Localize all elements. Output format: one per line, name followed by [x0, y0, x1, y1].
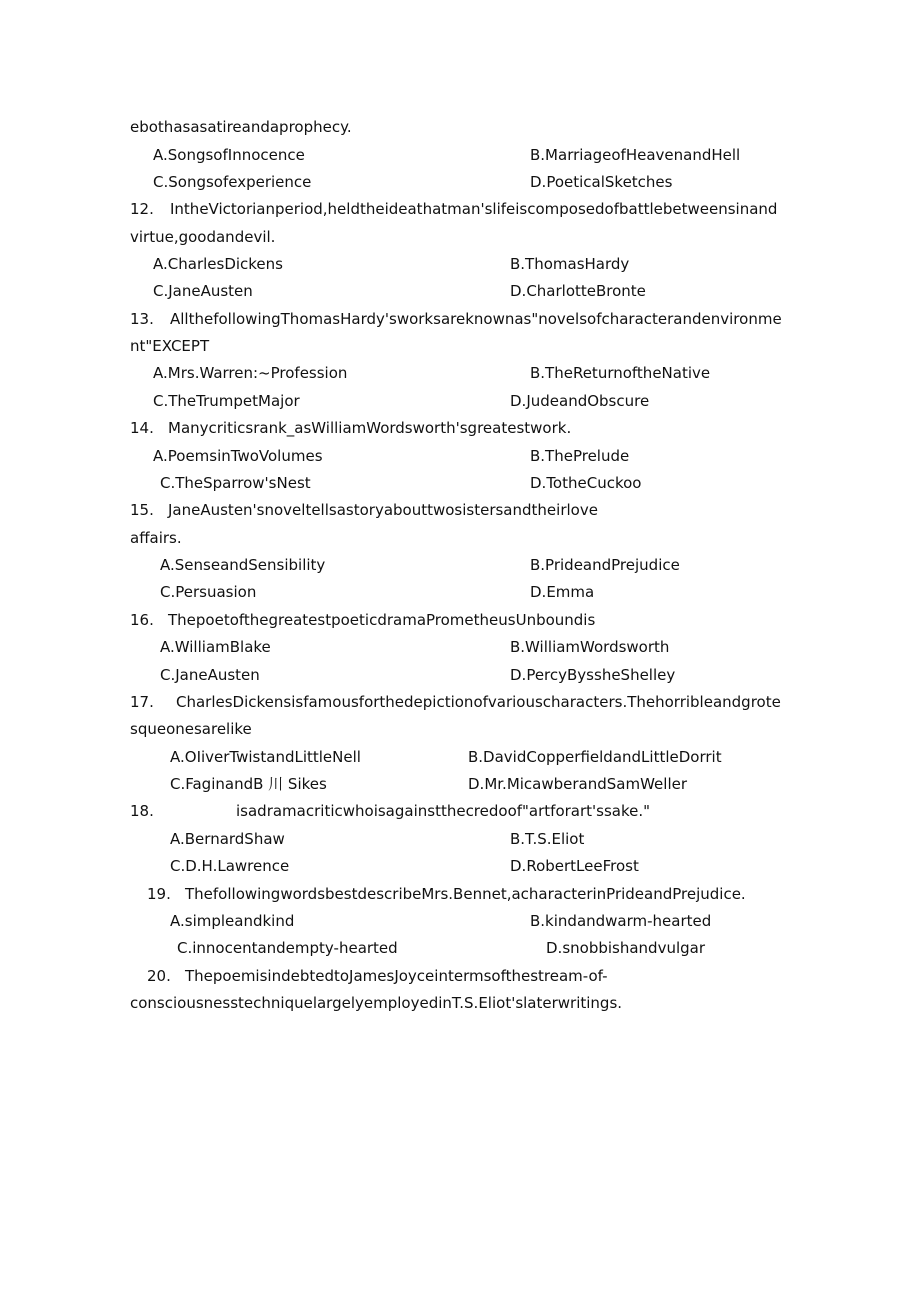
q19-number: 19.	[147, 885, 171, 903]
q17-stem: CharlesDickensisfamousforthedepictionofvariouscharacters.Thehorribleandgrote	[176, 693, 781, 711]
q17-option-a: A.OIiverTwistandLittleNell	[170, 748, 361, 766]
q18-stem: isadramacriticwhoisagainstthecredoof"artforart'ssake."	[236, 802, 651, 820]
q16-number: 16.	[130, 611, 154, 629]
q12-option-c: C.JaneAusten	[153, 282, 253, 300]
q15-stem: JaneAusten'snoveltellsastoryabouttwosistersandtheirlove	[168, 501, 598, 519]
q16-option-d: D.PercyByssheShelley	[510, 666, 676, 684]
q18-option-c: C.D.H.Lawrence	[170, 857, 290, 875]
q13-stem: AllthefollowingThomasHardy'sworksareknownas"novelsofcharacterandenvironme	[170, 310, 782, 328]
q16-option-b: B.WilliamWordsworth	[510, 638, 670, 656]
q13-option-a: A.Mrs.Warren:~Profession	[153, 364, 348, 382]
q15-stem-cont: affairs.	[130, 529, 182, 547]
q18-option-a: A.BernardShaw	[170, 830, 285, 848]
q15-option-b: B.PrideandPrejudice	[530, 556, 680, 574]
q18-number: 18.	[130, 802, 154, 820]
q19-option-b: B.kindandwarm-hearted	[530, 912, 712, 930]
q16-stem: ThepoetofthegreatestpoeticdramaPrometheusUnboundis	[168, 611, 596, 629]
q11-option-b: B.MarriageofHeavenandHell	[530, 146, 741, 164]
q13-option-c: C.TheTrumpetMajor	[153, 392, 300, 410]
q18-option-b: B.T.S.Eliot	[510, 830, 585, 848]
q17-option-c: C.FaginandB 川 Sikes	[170, 775, 327, 793]
q12-option-a: A.CharlesDickens	[153, 255, 283, 273]
q12-stem: IntheVictorianperiod,heldtheideathatman'slifeiscomposedofbattlebetweensinand	[170, 200, 778, 218]
q15-option-a: A.SenseandSensibility	[160, 556, 326, 574]
q20-stem: ThepoemisindebtedtoJamesJoyceintermsofthestream-of-	[185, 967, 608, 985]
q12-number: 12.	[130, 200, 154, 218]
q14-option-b: B.ThePrelude	[530, 447, 630, 465]
q11-option-d: D.PoeticalSketches	[530, 173, 673, 191]
q12-stem-cont: virtue,goodandevil.	[130, 228, 276, 246]
q17-option-d: D.Mr.MicawberandSamWeller	[468, 775, 688, 793]
q16-option-a: A.WilliamBlake	[160, 638, 271, 656]
q19-stem: ThefollowingwordsbestdescribeMrs.Bennet,acharacterinPrideandPrejudice.	[185, 885, 746, 903]
q13-option-b: B.TheReturnoftheNative	[530, 364, 711, 382]
q15-option-c: C.Persuasion	[160, 583, 257, 601]
q11-option-a: A.SongsofInnocence	[153, 146, 305, 164]
q16-option-c: C.JaneAusten	[160, 666, 260, 684]
q11-option-c: C.Songsofexperience	[153, 173, 312, 191]
q17-stem-cont: squeonesarelike	[130, 720, 252, 738]
q13-number: 13.	[130, 310, 154, 328]
q19-option-a: A.simpleandkind	[170, 912, 295, 930]
q15-number: 15.	[130, 501, 154, 519]
q13-option-d: D.JudeandObscure	[510, 392, 650, 410]
q12-option-b: B.ThomasHardy	[510, 255, 630, 273]
q20-number: 20.	[147, 967, 171, 985]
q19-option-c: C.innocentandempty-hearted	[177, 939, 398, 957]
q17-option-b: B.DavidCopperfieldandLittleDorrit	[468, 748, 722, 766]
q13-stem-cont: nt"EXCEPT	[130, 337, 210, 355]
q19-option-d: D.snobbishandvulgar	[546, 939, 706, 957]
q12-option-d: D.CharlotteBronte	[510, 282, 646, 300]
q14-stem: Manycriticsrank_asWilliamWordsworth'sgreatestwork.	[168, 419, 572, 437]
q18-option-d: D.RobertLeeFrost	[510, 857, 639, 875]
q15-option-d: D.Emma	[530, 583, 595, 601]
q11-stem-tail: ebothasasatireandaprophecy.	[130, 118, 352, 136]
q14-option-a: A.PoemsinTwoVolumes	[153, 447, 323, 465]
q20-stem-cont: consciousnesstechniquelargelyemployedinT.S.Eliot'slaterwritings.	[130, 994, 623, 1012]
q14-option-d: D.TotheCuckoo	[530, 474, 642, 492]
q14-option-c: C.TheSparrow'sNest	[160, 474, 311, 492]
q17-number: 17.	[130, 693, 154, 711]
q14-number: 14.	[130, 419, 154, 437]
